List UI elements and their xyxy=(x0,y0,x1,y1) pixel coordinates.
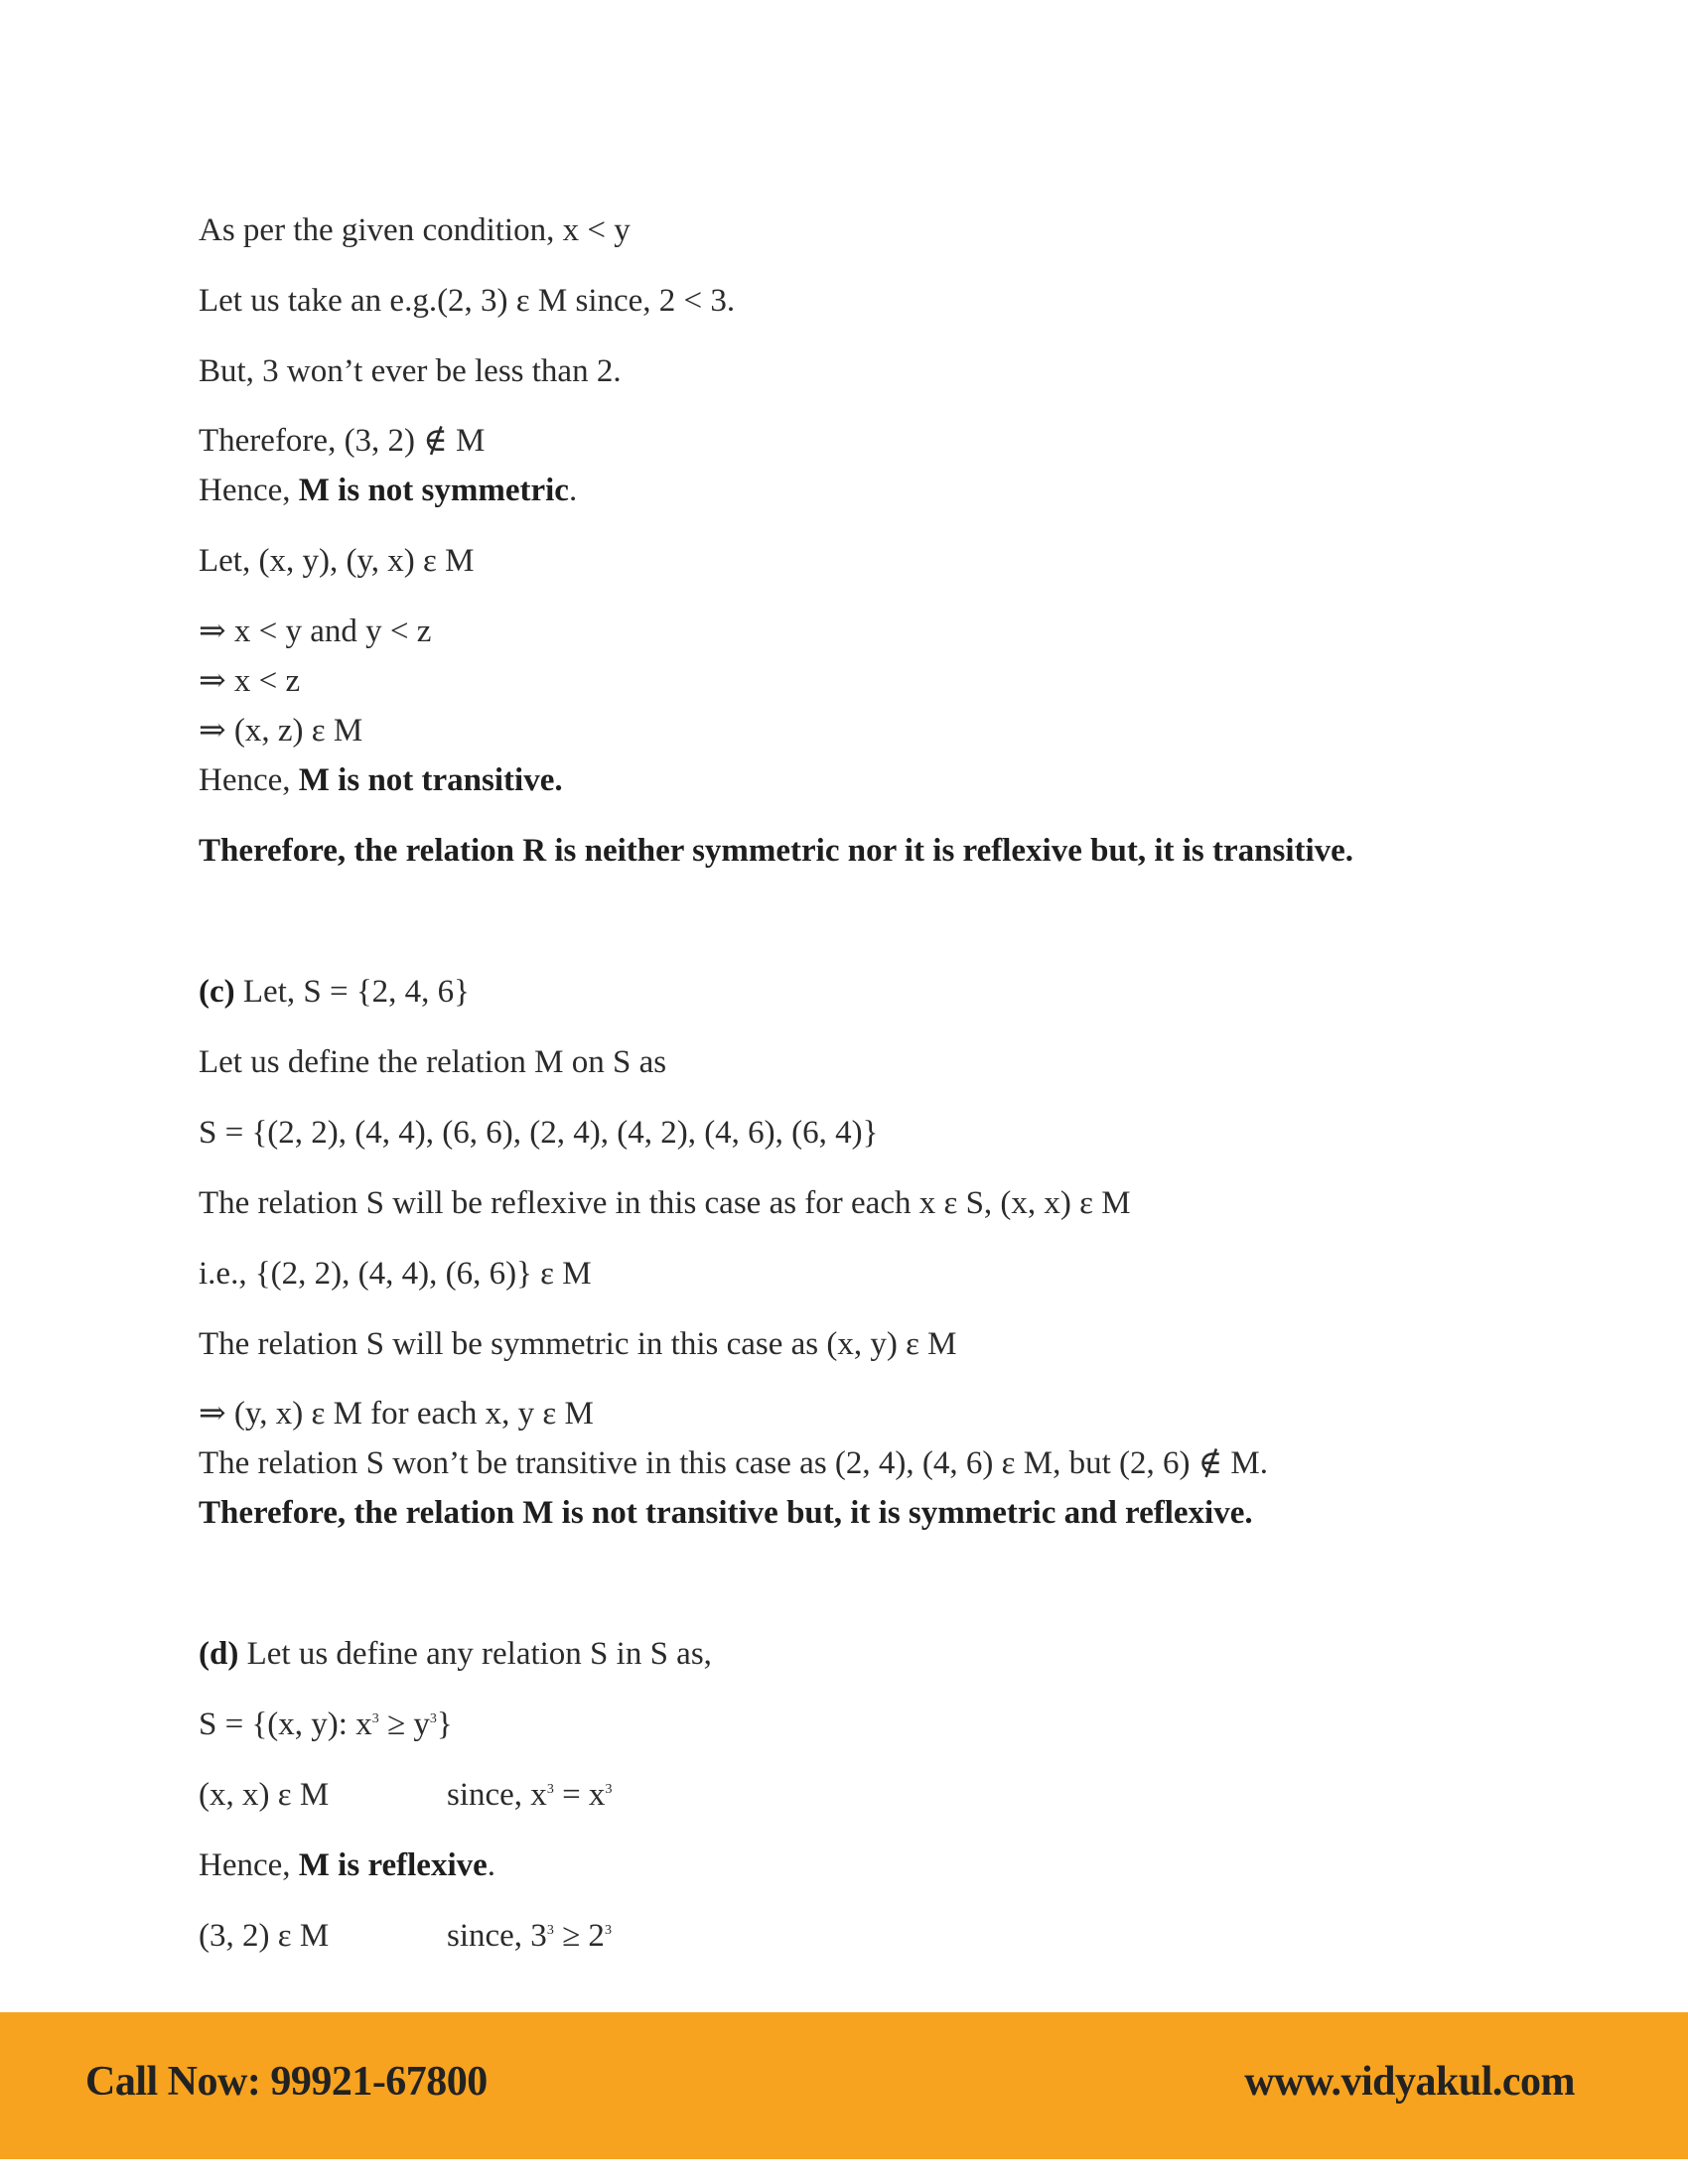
text-line: Therefore, (3, 2) ∉ M xyxy=(199,423,486,459)
text-line: Let us define the relation M on S as xyxy=(199,1044,667,1080)
text-line: ⇒ (y, x) ε M for each x, y ε M xyxy=(199,1396,594,1432)
text-line: Hence, M is reflexive. xyxy=(199,1847,496,1883)
conclusion-line: Therefore, the relation M is not transitive but, it is symmetric and reflexive. xyxy=(199,1495,1253,1531)
text-line: S = {(2, 2), (4, 4), (6, 6), (2, 4), (4, 2), (4, 6), (6, 4)} xyxy=(199,1115,879,1151)
section-c-heading: (c) Let, S = {2, 4, 6} xyxy=(199,974,471,1010)
section-label: (c) xyxy=(199,974,235,1010)
text-line: Hence, M is not transitive. xyxy=(199,762,563,798)
text-line: ⇒ (x, z) ε M xyxy=(199,713,363,749)
call-now-text[interactable]: Call Now: 99921-67800 xyxy=(85,2059,488,2105)
text-line: ⇒ x < y and y < z xyxy=(199,614,432,649)
text-line: i.e., {(2, 2), (4, 4), (6, 6)} ε M xyxy=(199,1256,592,1292)
bold-conclusion: M is not symmetric xyxy=(298,473,569,508)
section-label: (d) xyxy=(199,1636,239,1672)
text-line: (x, x) ε M since, $x^3 = x^3$ xyxy=(199,1777,613,1813)
text-line: The relation S will be symmetric in this case as (x, y) ε M xyxy=(199,1326,957,1362)
text-line: (3, 2) ε M since, $3^3 \ge 2^3$ xyxy=(199,1918,612,1954)
text-line: S = {(x, y): $x^3 \ge y^3$} xyxy=(199,1706,453,1742)
website-link[interactable]: www.vidyakul.com xyxy=(1244,2059,1575,2105)
footer-banner xyxy=(0,2012,1688,2159)
bold-conclusion: M is not transitive. xyxy=(298,762,563,798)
text-line: ⇒ x < z xyxy=(199,663,301,699)
text-line: Let, (x, y), (y, x) ε M xyxy=(199,543,475,579)
text-line: The relation S won’t be transitive in this case as (2, 4), (4, 6) ε M, but (2, 6) ∉ M. xyxy=(199,1445,1268,1481)
section-d-heading: (d) Let us define any relation S in S as, xyxy=(199,1636,712,1672)
text-line: Let us take an e.g.(2, 3) ε M since, 2 < 3. xyxy=(199,283,736,319)
text-line: But, 3 won’t ever be less than 2. xyxy=(199,353,622,389)
bold-conclusion: M is reflexive xyxy=(298,1847,488,1883)
text-line: The relation S will be reflexive in this case as for each x ε S, (x, x) ε M xyxy=(199,1185,1131,1221)
text-line: As per the given condition, x < y xyxy=(199,212,631,248)
conclusion-line: Therefore, the relation R is neither symmetric nor it is reflexive but, it is transitive. xyxy=(199,833,1354,869)
text-line: Hence, M is not symmetric. xyxy=(199,473,578,508)
